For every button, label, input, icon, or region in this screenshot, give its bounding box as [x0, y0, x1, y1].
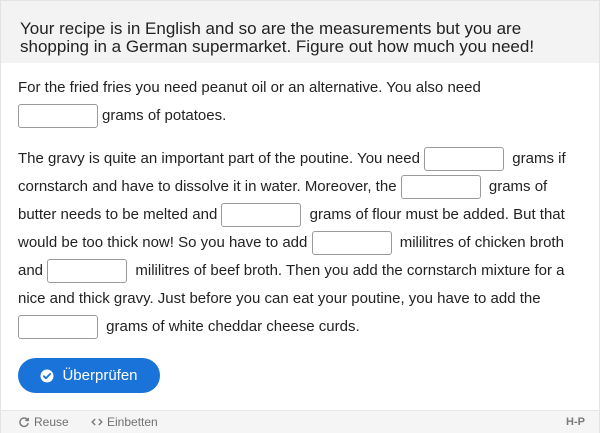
h5p-logo: H-P: [566, 416, 585, 428]
footer-bar: [1, 410, 599, 433]
paragraph-text: mililitres of beef broth. Then you add the cornstarch mixture for a nice and thick gravy. Just before you can eat your poutine, you have to add the: [18, 262, 565, 307]
reuse-icon: [18, 416, 30, 428]
task-description-header: [1, 1, 599, 63]
check-button[interactable]: [18, 358, 160, 393]
reuse-link[interactable]: [18, 415, 69, 429]
question-paragraph-2: [18, 145, 588, 341]
blank-input-potatoes[interactable]: [18, 104, 98, 128]
paragraph-text: The gravy is quite an important part of the poutine. You need: [18, 150, 420, 167]
task-description: Your recipe is in English and so are the measurements but you are shopping in a German supermarket. Figure out how much you need!: [20, 19, 535, 56]
blank-input-cornstarch[interactable]: [424, 147, 504, 171]
blank-input-flour[interactable]: [221, 203, 301, 227]
paragraph-text: grams of white cheddar cheese curds.: [106, 318, 360, 335]
paragraph-text: grams of flour must be added. But that would be too thick now! So you have to add: [18, 206, 565, 251]
check-button-label: Überprüfen: [62, 367, 138, 384]
reuse-label: Reuse: [34, 415, 69, 429]
blank-input-cheese-curds[interactable]: [18, 315, 98, 339]
embed-label: Einbetten: [107, 415, 158, 429]
blank-input-chicken-broth[interactable]: [312, 231, 392, 255]
paragraph-text: For the fried fries you need peanut oil or an alternative. You also need: [18, 79, 481, 96]
blank-input-beef-broth[interactable]: [47, 259, 127, 283]
question-paragraph-1: [18, 74, 588, 130]
paragraph-text: grams of butter needs to be melted and: [18, 178, 548, 223]
embed-link[interactable]: [91, 415, 158, 429]
check-circle-icon: [40, 369, 54, 383]
blank-input-butter[interactable]: [401, 175, 481, 199]
paragraph-text: grams of potatoes.: [102, 107, 227, 124]
paragraph-text: mililitres of chicken broth and: [18, 234, 564, 279]
code-icon: [91, 416, 103, 428]
paragraph-text: grams if cornstarch and have to dissolve it in water. Moreover, the: [18, 150, 566, 195]
